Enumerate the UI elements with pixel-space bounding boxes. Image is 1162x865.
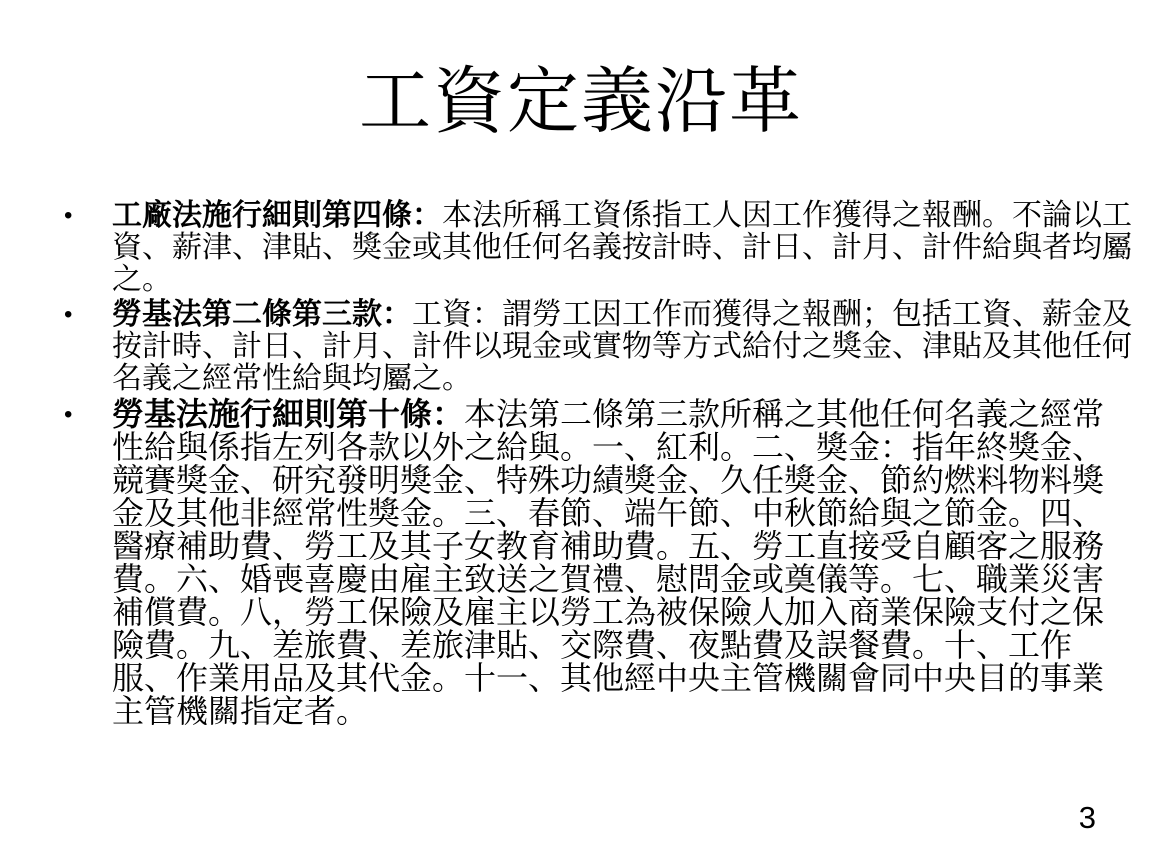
bullet-body-text: 本法第二條第三款所稱之其他任何名義之經常性給與係指左列各款以外之給與。一、紅利。二、獎金：指年終獎金、競賽獎金、研究發明獎金、特殊功績獎金、久任獎金、節約燃料物料獎金及其他非經常性獎金。三、春節、端午節、中秋節給與之節金。四、醫療補助費、勞工及其子女教育補助費。五、勞工直接受自顧客之服務費。六、婚喪喜慶由雇主致送之賀禮、慰問金或奠儀等。七、職業災害補償費。八，勞工保險及雇主以勞工為被保險人加入商業保險支付之保險費。九、差旅費、差旅津貼、交際費、夜點費及誤餐費。十、工作服、作業用品及其代金。十一、其他經中央主管機關會同中央目的事業主管機關指定者。 — [112, 396, 1105, 729]
bullet-body-text: 本法所稱工資係指工人因工作獲得之報酬。不論以工資、薪津、津貼、獎金或其他任何名義按計時、計日、計月、計件給與者均屬之。 — [112, 199, 1132, 296]
bullet-text-block — [112, 299, 1132, 395]
bullet-icon: • — [64, 301, 73, 328]
bullet-text-block — [112, 200, 1132, 296]
slide-title: 工資定義沿革 — [358, 62, 803, 142]
bullet-label: 工廠法施行細則第四條： — [112, 199, 442, 232]
page-number: 3 — [1078, 800, 1096, 835]
bullet-body-text: 工資：謂勞工因工作而獲得之報酬；包括工資、薪金及按計時、計日、計月、計件以現金或實物等方式給付之獎金、津貼及其他任何名義之經常性給與均屬之。 — [112, 298, 1132, 395]
bullet-item-labor-standards-act-art2 — [56, 299, 1132, 395]
bullet-list — [56, 200, 1132, 731]
bullet-label: 勞基法第二條第三款： — [112, 298, 412, 331]
bullet-item-labor-standards-rule10 — [56, 398, 1132, 728]
bullet-icon: • — [64, 401, 73, 428]
bullet-item-factory-act-rule4 — [56, 200, 1132, 296]
bullet-text-block — [112, 398, 1132, 728]
bullet-icon: • — [64, 202, 73, 229]
bullet-label: 勞基法施行細則第十條： — [112, 396, 465, 432]
